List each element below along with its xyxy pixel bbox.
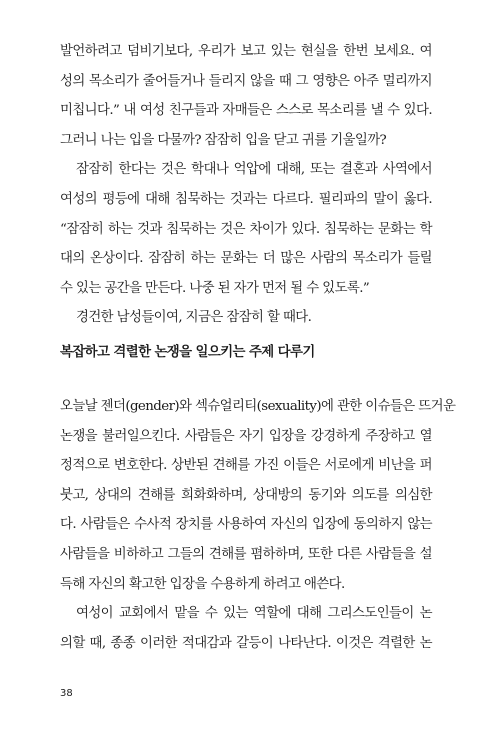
text-line: 정적으로 변호한다. 상반된 견해를 가진 이들은 서로에게 비난을 퍼 — [60, 458, 432, 474]
text-line: 대의 온상이다. 잠잠히 하는 문화는 더 많은 사람의 목소리가 들릴 — [60, 251, 432, 267]
text-line: 잠잠히 한다는 것은 학대나 억압에 대해, 또는 결혼과 사역에서 — [76, 162, 432, 178]
text-line: 수 있는 공간을 만든다. 나중 된 자가 먼저 될 수 있도록.” — [60, 280, 370, 296]
text-line: 득해 자신의 확고한 입장을 수용하게 하려고 애쓴다. — [60, 576, 345, 592]
text-line: 붓고, 상대의 견해를 희화화하며, 상대방의 동기와 의도를 의심한 — [60, 487, 432, 503]
text-line: 오늘날 젠더(gender)와 섹슈얼리티(sexuality)에 관한 이슈들은 뜨거운 — [60, 399, 456, 414]
bottom-paragraphs — [60, 392, 456, 658]
text-line: 여성의 평등에 대해 침묵하는 것과는 다르다. 필리파의 말이 옳다. — [60, 191, 432, 207]
text-line: 논쟁을 불러일으킨다. 사람들은 자기 입장을 강경하게 주장하고 열 — [60, 428, 432, 444]
top-paragraphs — [60, 37, 432, 333]
text-line: 여성이 교회에서 맡을 수 있는 역할에 대해 그리스도인들이 논 — [76, 606, 432, 622]
text-line: 미칩니다.” 내 여성 친구들과 자매들은 스스로 목소리를 낼 수 있다. — [60, 103, 432, 119]
text-line: 다. 사람들은 수사적 장치를 사용하여 자신의 입장에 동의하지 않는 — [60, 517, 432, 533]
text-line: 성의 목소리가 줄어들거나 들리지 않을 때 그 영향은 아주 멀리까지 — [60, 73, 432, 89]
text-line: 경건한 남성들이여, 지금은 잠잠히 할 때다. — [76, 310, 312, 326]
page-number: 38 — [60, 688, 73, 699]
text-line: 사람들을 비하하고 그들의 견해를 폄하하며, 또한 다른 사람들을 설 — [60, 546, 432, 562]
text-line: 그러니 나는 입을 다물까? 잠잠히 입을 닫고 귀를 기울일까? — [60, 132, 387, 148]
text-line: “잠잠히 하는 것과 침묵하는 것은 차이가 있다. 침묵하는 문화는 학 — [60, 221, 432, 237]
section-heading: 복잡하고 격렬한 논쟁을 일으키는 주제 다루기 — [60, 345, 315, 360]
text-line: 발언하려고 덤비기보다, 우리가 보고 있는 현실을 한번 보세요. 여 — [60, 44, 432, 59]
text-line: 의할 때, 종종 이러한 적대감과 갈등이 나타난다. 이것은 격렬한 논 — [60, 635, 432, 651]
